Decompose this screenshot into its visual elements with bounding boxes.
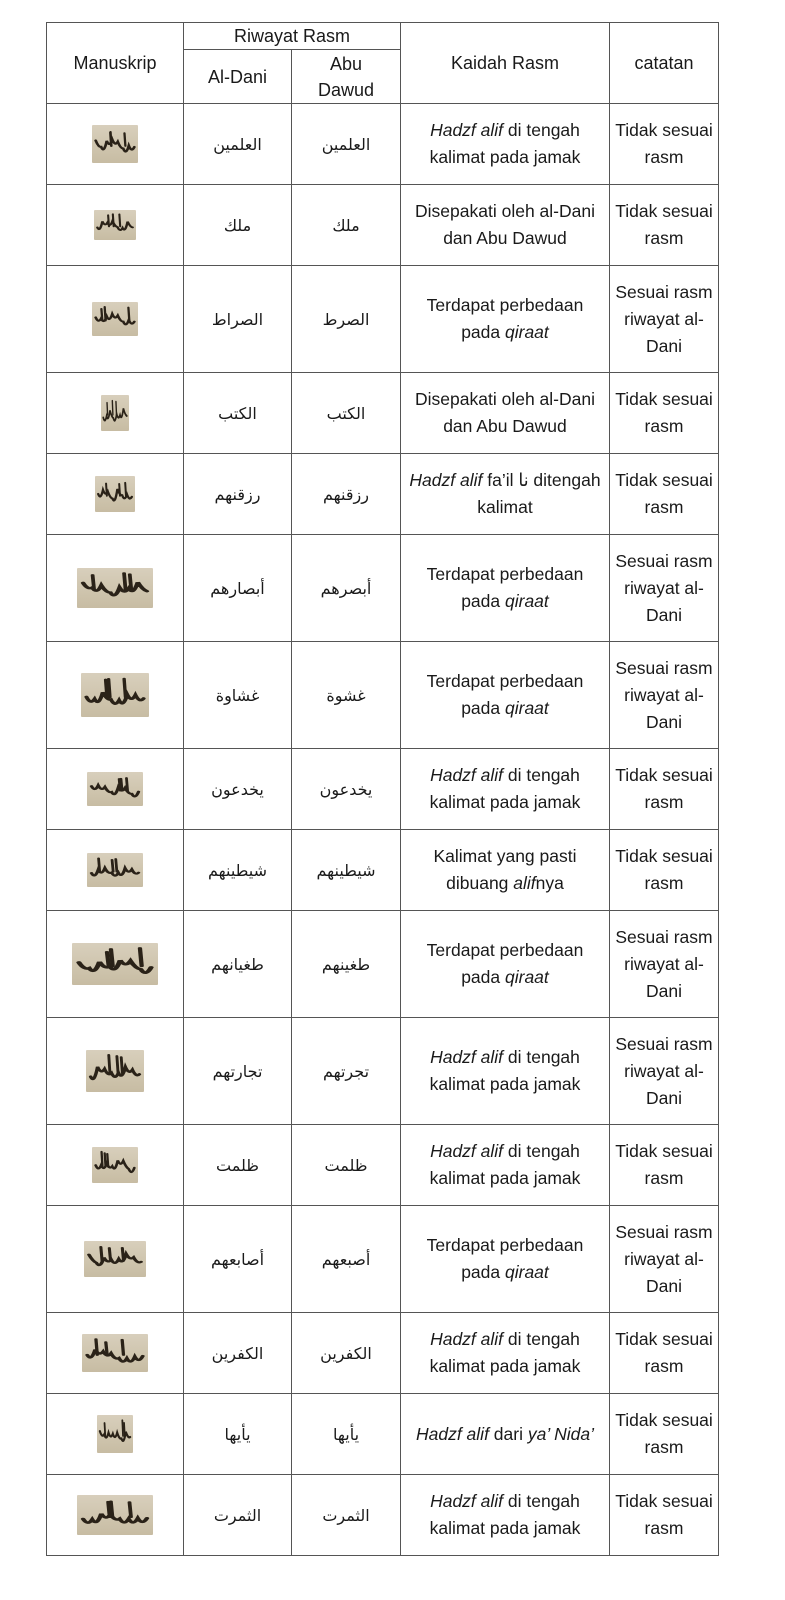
kaidah-rasm: Terdapat perbedaan pada qiraat — [401, 535, 610, 642]
table-row — [47, 454, 719, 535]
kaidah-rasm: Hadzf alif di tengah kalimat pada jamak — [401, 1125, 610, 1206]
table-row — [47, 104, 719, 185]
manuscript-cell — [47, 1018, 184, 1125]
table-row — [47, 1018, 719, 1125]
manuscript-image — [101, 395, 129, 431]
manuscript-cell — [47, 1125, 184, 1206]
abu-dawud-rasm: الصرط — [292, 266, 401, 373]
table-row — [47, 373, 719, 454]
manuscript-image — [77, 1495, 153, 1535]
kaidah-rasm: Hadzf alif di tengah kalimat pada jamak — [401, 1475, 610, 1556]
manuscript-cell — [47, 642, 184, 749]
manuscript-cell — [47, 1206, 184, 1313]
abu-dawud-rasm: أبصرهم — [292, 535, 401, 642]
catatan: Tidak sesuai rasm — [610, 185, 719, 266]
table-row — [47, 749, 719, 830]
manuscript-image — [82, 1334, 148, 1372]
kaidah-rasm: Disepakati oleh al-Dani dan Abu Dawud — [401, 373, 610, 454]
rasm-comparison-table — [46, 22, 719, 1556]
abu-dawud-rasm: أصبعهم — [292, 1206, 401, 1313]
manuscript-image — [92, 1147, 138, 1183]
al-dani-rasm: العلمين — [184, 104, 292, 185]
manuscript-cell — [47, 535, 184, 642]
manuscript-image — [87, 772, 143, 806]
catatan: Tidak sesuai rasm — [610, 1125, 719, 1206]
abu-dawud-rasm: الكتب — [292, 373, 401, 454]
manuscript-image — [86, 1050, 144, 1092]
abu-dawud-rasm: طغينهم — [292, 911, 401, 1018]
abu-dawud-rasm: يخدعون — [292, 749, 401, 830]
al-dani-rasm: غشاوة — [184, 642, 292, 749]
table-row — [47, 266, 719, 373]
kaidah-rasm: Terdapat perbedaan pada qiraat — [401, 642, 610, 749]
kaidah-rasm: Hadzf alif di tengah kalimat pada jamak — [401, 104, 610, 185]
abu-dawud-rasm: شيطينهم — [292, 830, 401, 911]
manuscript-image — [94, 210, 136, 240]
catatan: Sesuai rasm riwayat al-Dani — [610, 535, 719, 642]
header-catatan: catatan — [610, 23, 719, 104]
catatan: Tidak sesuai rasm — [610, 1394, 719, 1475]
kaidah-rasm: Terdapat perbedaan pada qiraat — [401, 911, 610, 1018]
manuscript-cell — [47, 749, 184, 830]
catatan: Sesuai rasm riwayat al-Dani — [610, 642, 719, 749]
header-riwayat-rasm: Riwayat Rasm — [184, 23, 401, 50]
catatan: Tidak sesuai rasm — [610, 454, 719, 535]
abu-dawud-rasm: يأيها — [292, 1394, 401, 1475]
al-dani-rasm: الثمرت — [184, 1475, 292, 1556]
al-dani-rasm: يخدعون — [184, 749, 292, 830]
abu-dawud-rasm: ظلمت — [292, 1125, 401, 1206]
kaidah-rasm: Hadzf alif di tengah kalimat pada jamak — [401, 749, 610, 830]
table-row — [47, 535, 719, 642]
al-dani-rasm: الصراط — [184, 266, 292, 373]
table-row — [47, 1394, 719, 1475]
kaidah-rasm: Hadzf alif di tengah kalimat pada jamak — [401, 1018, 610, 1125]
document-page — [46, 22, 719, 1556]
al-dani-rasm: أصابعهم — [184, 1206, 292, 1313]
manuscript-cell — [47, 454, 184, 535]
catatan: Sesuai rasm riwayat al-Dani — [610, 1206, 719, 1313]
al-dani-rasm: أبصارهم — [184, 535, 292, 642]
manuscript-image — [92, 125, 138, 163]
manuscript-image — [72, 943, 158, 985]
al-dani-rasm: رزقنهم — [184, 454, 292, 535]
catatan: Tidak sesuai rasm — [610, 1475, 719, 1556]
catatan: Tidak sesuai rasm — [610, 749, 719, 830]
abu-dawud-rasm: الكفرين — [292, 1313, 401, 1394]
manuscript-image — [95, 476, 135, 512]
table-row — [47, 830, 719, 911]
header-al-dani: Al-Dani — [184, 50, 292, 104]
catatan: Tidak sesuai rasm — [610, 373, 719, 454]
table-row — [47, 911, 719, 1018]
manuscript-image — [81, 673, 149, 717]
header-manuskrip: Manuskrip — [47, 23, 184, 104]
abu-dawud-rasm: الثمرت — [292, 1475, 401, 1556]
header-abu-dawud: Abu Dawud — [292, 50, 401, 104]
al-dani-rasm: شيطينهم — [184, 830, 292, 911]
al-dani-rasm: الكفرين — [184, 1313, 292, 1394]
catatan: Sesuai rasm riwayat al-Dani — [610, 911, 719, 1018]
kaidah-rasm: Terdapat perbedaan pada qiraat — [401, 1206, 610, 1313]
kaidah-rasm: Hadzf alif di tengah kalimat pada jamak — [401, 1313, 610, 1394]
abu-dawud-rasm: ملك — [292, 185, 401, 266]
abu-dawud-rasm: العلمين — [292, 104, 401, 185]
manuscript-image — [92, 302, 138, 336]
al-dani-rasm: ملك — [184, 185, 292, 266]
catatan: Tidak sesuai rasm — [610, 104, 719, 185]
al-dani-rasm: ظلمت — [184, 1125, 292, 1206]
manuscript-cell — [47, 266, 184, 373]
manuscript-cell — [47, 911, 184, 1018]
table-row — [47, 1475, 719, 1556]
manuscript-cell — [47, 1475, 184, 1556]
table-row — [47, 642, 719, 749]
manuscript-image — [77, 568, 153, 608]
kaidah-rasm: Hadzf alif dari ya’ Nida’ — [401, 1394, 610, 1475]
table-row — [47, 1125, 719, 1206]
catatan: Sesuai rasm riwayat al-Dani — [610, 266, 719, 373]
header-kaidah-rasm: Kaidah Rasm — [401, 23, 610, 104]
abu-dawud-rasm: غشوة — [292, 642, 401, 749]
table-row — [47, 1313, 719, 1394]
manuscript-cell — [47, 1313, 184, 1394]
table-row — [47, 185, 719, 266]
manuscript-cell — [47, 185, 184, 266]
manuscript-cell — [47, 830, 184, 911]
al-dani-rasm: الكتب — [184, 373, 292, 454]
al-dani-rasm: تجارتهم — [184, 1018, 292, 1125]
abu-dawud-rasm: تجرتهم — [292, 1018, 401, 1125]
manuscript-cell — [47, 104, 184, 185]
kaidah-rasm: Kalimat yang pasti dibuang alifnya — [401, 830, 610, 911]
kaidah-rasm: Hadzf alif fa’il نا ditengah kalimat — [401, 454, 610, 535]
abu-dawud-rasm: رزقنهم — [292, 454, 401, 535]
manuscript-image — [84, 1241, 146, 1277]
table-row — [47, 1206, 719, 1313]
kaidah-rasm: Terdapat perbedaan pada qiraat — [401, 266, 610, 373]
table-body — [47, 104, 719, 1556]
manuscript-image — [87, 853, 143, 887]
catatan: Tidak sesuai rasm — [610, 1313, 719, 1394]
manuscript-cell — [47, 373, 184, 454]
kaidah-rasm: Disepakati oleh al-Dani dan Abu Dawud — [401, 185, 610, 266]
manuscript-image — [97, 1415, 133, 1453]
catatan: Tidak sesuai rasm — [610, 830, 719, 911]
manuscript-cell — [47, 1394, 184, 1475]
al-dani-rasm: طغيانهم — [184, 911, 292, 1018]
catatan: Sesuai rasm riwayat al-Dani — [610, 1018, 719, 1125]
al-dani-rasm: يأيها — [184, 1394, 292, 1475]
